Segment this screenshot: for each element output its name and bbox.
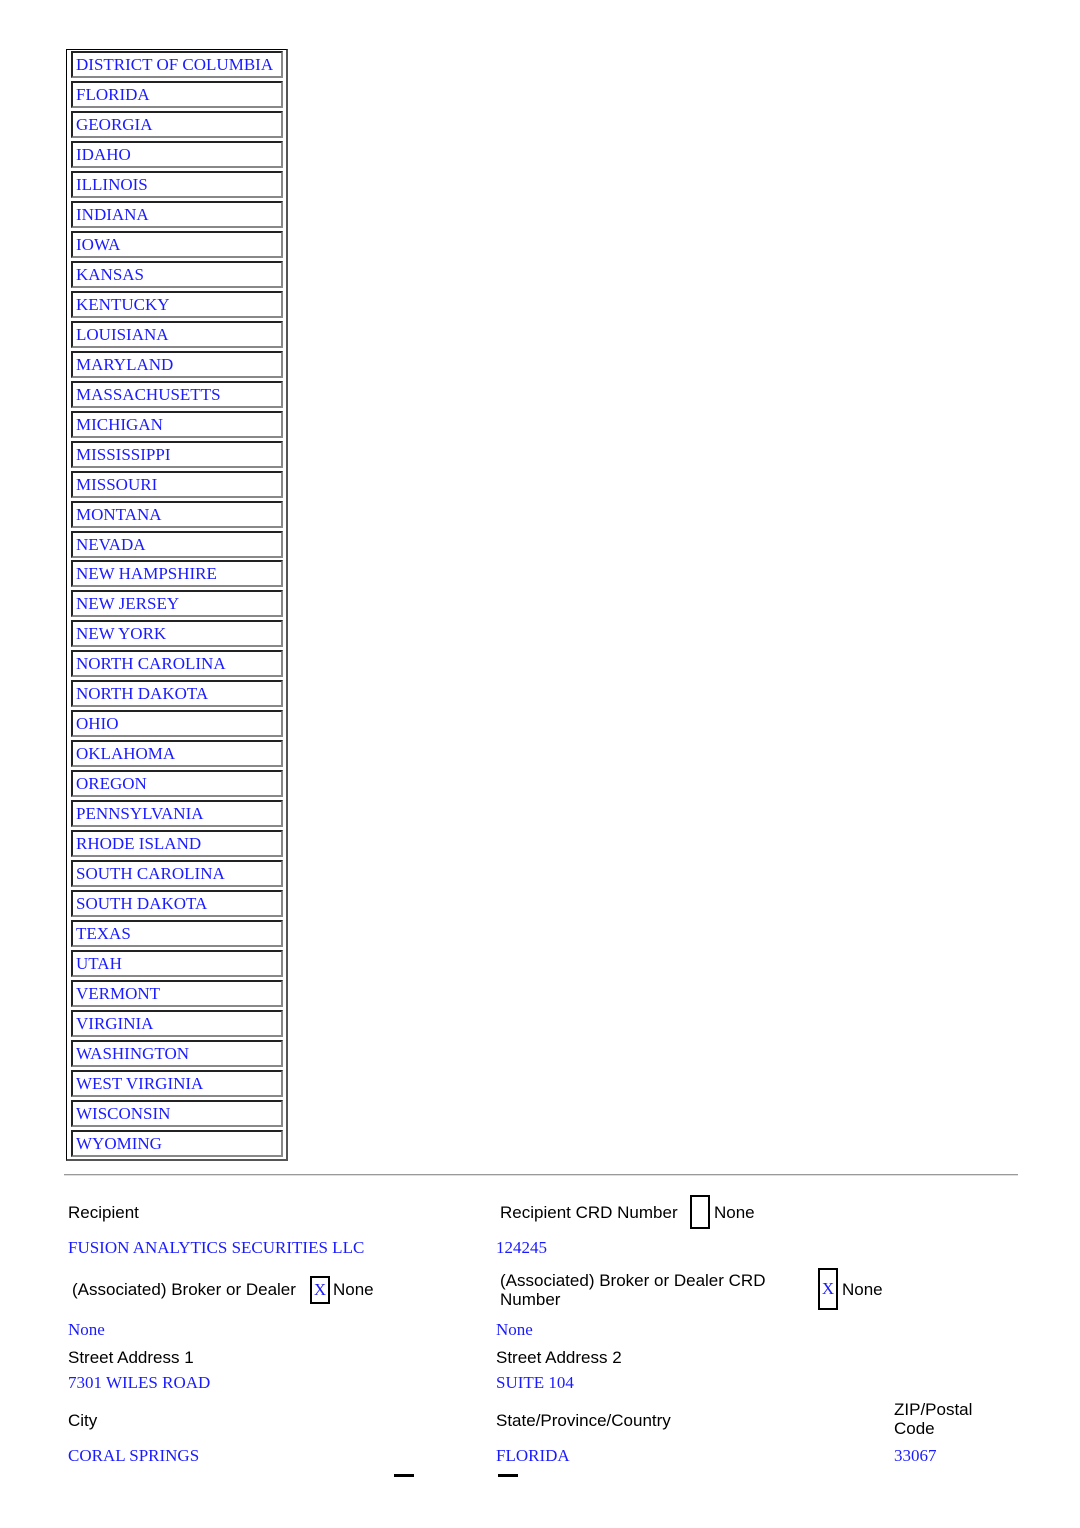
state-link[interactable]: ILLINOIS — [71, 171, 283, 198]
state-link[interactable]: NORTH CAROLINA — [71, 650, 283, 677]
state-link[interactable]: INDIANA — [71, 201, 283, 228]
state-link[interactable]: PENNSYLVANIA — [71, 800, 283, 827]
state-link[interactable]: WISCONSIN — [71, 1100, 283, 1127]
street-address-1-label: Street Address 1 — [68, 1348, 194, 1367]
recipient-crd-none-label: None — [714, 1203, 755, 1222]
city-value: CORAL SPRINGS — [68, 1446, 200, 1465]
state-link[interactable]: VIRGINIA — [71, 1010, 283, 1037]
state-label: State/Province/Country — [496, 1411, 671, 1430]
street-address-1-value: 7301 WILES ROAD — [68, 1373, 211, 1392]
state-link[interactable]: MISSOURI — [71, 471, 283, 498]
state-link[interactable]: NORTH DAKOTA — [71, 680, 283, 707]
state-link[interactable]: WYOMING — [71, 1130, 283, 1157]
street-address-2-value: SUITE 104 — [496, 1373, 574, 1392]
page-mark — [394, 1474, 414, 1477]
state-link[interactable]: WEST VIRGINIA — [71, 1070, 283, 1097]
recipient-crd-none-checkbox[interactable] — [690, 1195, 710, 1229]
state-link[interactable]: RHODE ISLAND — [71, 830, 283, 857]
broker-none-label: None — [333, 1280, 374, 1299]
street-address-2-label: Street Address 2 — [496, 1348, 622, 1367]
broker-none-checkbox[interactable]: X — [310, 1276, 330, 1304]
state-link[interactable]: NEW JERSEY — [71, 590, 283, 617]
state-link[interactable]: FLORIDA — [71, 81, 283, 108]
recipient-crd-value: 124245 — [496, 1238, 547, 1257]
state-link[interactable]: NEW HAMPSHIRE — [71, 560, 283, 587]
state-link[interactable]: MASSACHUSETTS — [71, 381, 283, 408]
state-link[interactable]: DISTRICT OF COLUMBIA — [71, 51, 283, 78]
broker-crd-none-label: None — [842, 1280, 883, 1299]
zip-label: ZIP/Postal Code — [894, 1400, 973, 1438]
state-link[interactable]: OKLAHOMA — [71, 740, 283, 767]
states-list — [66, 49, 288, 1161]
state-link[interactable]: MARYLAND — [71, 351, 283, 378]
state-link[interactable]: LOUISIANA — [71, 321, 283, 348]
state-link[interactable]: MONTANA — [71, 501, 283, 528]
state-link[interactable]: GEORGIA — [71, 111, 283, 138]
section-divider — [64, 1174, 1018, 1176]
page-mark — [498, 1474, 518, 1477]
recipient-label: Recipient — [68, 1203, 139, 1222]
state-link[interactable]: OREGON — [71, 770, 283, 797]
state-link[interactable]: UTAH — [71, 950, 283, 977]
broker-crd-value: None — [496, 1320, 533, 1339]
state-link[interactable]: SOUTH DAKOTA — [71, 890, 283, 917]
recipient-value: FUSION ANALYTICS SECURITIES LLC — [68, 1238, 365, 1257]
state-link[interactable]: MISSISSIPPI — [71, 441, 283, 468]
state-link[interactable]: NEW YORK — [71, 620, 283, 647]
state-link[interactable]: IOWA — [71, 231, 283, 258]
state-link[interactable]: KANSAS — [71, 261, 283, 288]
state-link[interactable]: NEVADA — [71, 531, 283, 558]
state-link[interactable]: VERMONT — [71, 980, 283, 1007]
zip-value: 33067 — [894, 1446, 937, 1465]
state-link[interactable]: OHIO — [71, 710, 283, 737]
state-link[interactable]: TEXAS — [71, 920, 283, 947]
city-label: City — [68, 1411, 98, 1430]
state-link[interactable]: MICHIGAN — [71, 411, 283, 438]
state-link[interactable]: WASHINGTON — [71, 1040, 283, 1067]
state-value: FLORIDA — [496, 1446, 570, 1465]
recipient-crd-label: Recipient CRD Number — [500, 1203, 678, 1222]
broker-crd-none-checkbox[interactable]: X — [818, 1268, 838, 1310]
state-link[interactable]: SOUTH CAROLINA — [71, 860, 283, 887]
broker-value: None — [68, 1320, 105, 1339]
broker-label: (Associated) Broker or Dealer — [72, 1280, 296, 1299]
broker-crd-label: (Associated) Broker or Dealer CRD Number — [500, 1271, 766, 1309]
state-link[interactable]: KENTUCKY — [71, 291, 283, 318]
state-link[interactable]: IDAHO — [71, 141, 283, 168]
